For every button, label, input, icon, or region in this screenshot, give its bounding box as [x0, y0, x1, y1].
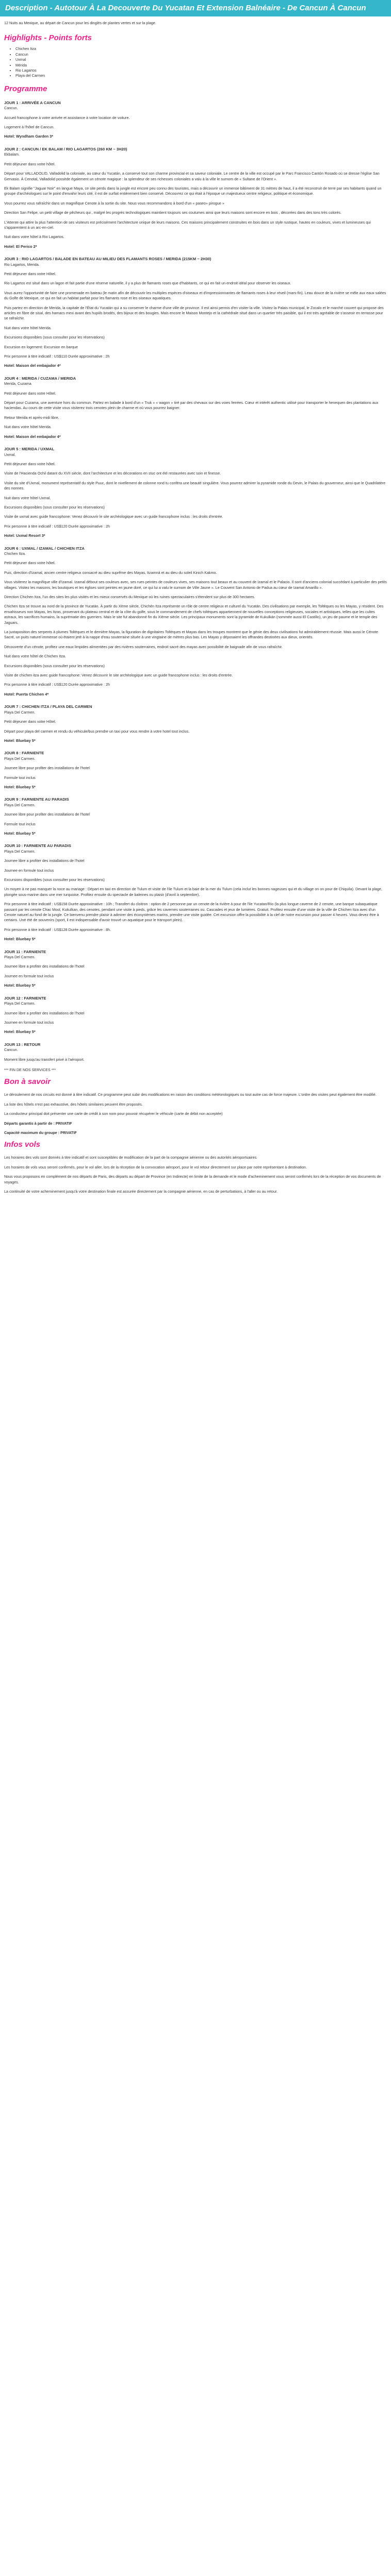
day-city: Chichen Itza.: [4, 551, 26, 556]
day-paragraph: Nuit dans votre hôtel Merida.: [4, 425, 52, 430]
day-block: [4, 147, 387, 249]
day-paragraph: Nuit dans votre hôtel Merida.: [4, 325, 52, 330]
day-paragraph: Vous pourrez vous rafraîchir dans un magnifique Cenote à la sortie du site. Nous vous recommandons à bord d'un « paseo» pirogue »: [4, 200, 224, 206]
programme-heading: Programme: [4, 84, 47, 93]
good-to-know-heading: Bon à savoir: [4, 1077, 51, 1087]
day-paragraph: Excursion en logement: Excursion en barque: [4, 344, 78, 349]
day-title: JOUR 5 : MERIDA / UXMAL: [4, 447, 55, 452]
day-paragraph: Journee libre a profiter des installations de l'hotel: [4, 964, 85, 969]
day-paragraph: Rio Lagartos est situé dans un lagon et fait partie d'une réserve naturelle, il y a plus de flamants roses que d'habitants, ce qui en fait un endroit idéal pour observer les oiseaux.: [4, 281, 291, 286]
capacity-info: Capacité maximum du groupe : PRIVATIF: [4, 1130, 77, 1135]
day-paragraph: Petit déjeuner dans votre hôtel.: [4, 561, 56, 566]
day-city: Uxmal.: [4, 452, 16, 457]
end-of-services: [4, 1067, 387, 1073]
good-to-know-paragraph: Le déroulement de nos circuits est donné à titre indicatif. Ce programme peut subir des modifications en raison des conditions météorologiques ou tout autre cas de force majeure. L'ordre des visites peut également être modifié.: [4, 1092, 377, 1097]
day-paragraph: Puis partez en direction de Merida, la capitale de l'État du Yucatán qui a su conserver le charme d'une ville de province. Il est ainsi permis d'en visiter la ville. Visitez la Palais municipal, le Zocalo et le marché couvert qui propose des articles en fibre de sisal, des hamacs mexi avant des hupiils brodés, des bijoux et des bougies. Mais encore le Maison Montejo et la cathédrale situé dans un quartier très paisible, qui il est très agréable de s'asseoir en terrasse pour se rafraîchir.: [4, 305, 384, 321]
day-block: [4, 797, 387, 836]
day-paragraph: Prix personne à titre indicatif : US$110 Durée approximative : 2h: [4, 354, 110, 359]
day-paragraph: Prix personne à titre indicatif : US$128 Durée approximative : 8h.: [4, 927, 111, 932]
day-block: [4, 704, 387, 743]
day-title: JOUR 12 : FARNIENTE: [4, 995, 46, 1001]
day-city: Playa Del Carmen.: [4, 955, 36, 960]
day-city: Playa Del Carmen.: [4, 802, 36, 807]
day-title: JOUR 7 : CHICHEN ITZA / PLAYA DEL CARMEN: [4, 704, 92, 709]
day-city: Cancun.: [4, 106, 18, 111]
day-paragraph: Prix personne à titre indicatif : US$158 Durée approximative : 10h ; Transfert du cloitron : option de 2 personne par un cenote de la rivière à pour de l'ile Yucatan/Rio (la plus longue caverne de 2 cenote, une barque subaquatique passant par les cenote Chac Mool, Kukulkan, des cenotes, pendant une visite à pieds, grâce les cavernes souterraines ou. Cascades et jeux de lumières. Gratuit. Profitez ensuite d'une visite de la ville de Chichen Itza avec d'un Cenote naturel au fond de la jungle. Ce bienvenu prendre plaisir à admirer des écosystèmes marins, prendre une visite guidée. Cet excursion offre la possibilité à la clef de notre excursion pour passer 4 heures. Vous devez être à certains. Uné été de souvenirs (sport, il est indispensable d'avoir trouvé un aquatique pour le transport plein).: [4, 902, 379, 923]
highlight-item: • Rio Lagartos: [15, 68, 389, 73]
day-paragraph: Nuit dans votre hôtel de Chichen Itza.: [4, 654, 66, 659]
day-paragraph: Retour Merida et après-midi libre.: [4, 415, 59, 420]
highlight-item: • Chichen Itza: [15, 46, 389, 52]
day-hotel: Hotel: Wyndham Garden 3*: [4, 134, 54, 139]
day-hotel: Hotel: Bluebay 5*: [4, 937, 36, 942]
day-paragraph: Journee en formule tout inclus: [4, 868, 54, 873]
day-hotel: Hotel: Bluebay 5*: [4, 784, 36, 789]
day-paragraph: Prix personne à titre indicatif : US$120 Durée approximative : 2h: [4, 523, 110, 529]
day-title: JOUR 4 : MERIDA / CUZAMA / MERIDA: [4, 376, 76, 381]
day-paragraph: Nuit dans votre hôtel à Rio Lagartos.: [4, 234, 64, 240]
day-title: JOUR 2 : CANCUN / EK BALAM / RIO LAGARTOS (260 KM ~ 3H20): [4, 146, 127, 151]
day-paragraph: Logement à l'hôtel de Cancun.: [4, 125, 55, 130]
day-paragraph: Puis, direction d'Izamal, ancien centre religieux consacré au dieu suprême des Mayas, Itzamná et au dieu du soleil Kinich Kakmo.: [4, 570, 217, 575]
day-block: [4, 751, 387, 790]
day-paragraph: Visite du site d'Uxmal, monument représentatif du style Puuc, dont le nivellement de colonne rond tu conféra une beauté singulière. Vous pourrez admirer la pyramide ronde du Devin, le Palais du gouverneur, ainsi que le Quadrilatère des nonnes.: [4, 480, 386, 491]
highlights-list: [2, 46, 389, 78]
day-paragraph: Excursions disponibles (sous consulter pour les réservations): [4, 335, 105, 340]
day-hotel: Hotel: Bluebay 5*: [4, 1029, 36, 1035]
day-city: Merida, Cuzama: [4, 381, 31, 386]
day-paragraph: Formule tout inclus: [4, 775, 36, 780]
day-city: Rio Lagartos, Merida.: [4, 262, 40, 267]
day-paragraph: Chichen Itza se trouve au nord de la province de Yucatán. À partir du Xème siècle, Chichén Itza représente un rôle de centre religieux et culturel du Yucatán. Des civilisations par exemple, les Toltèques ou les Mayas, y résident. Des envahisseurs non Mayas, les Itzas, provenant du plateau central et de la côte du golfe, sous le commandement de chefs toltèques appartiennent de nouvelles conceptions religieuses, sociales et artistiques, telles que les cultes astraux, les sacrifices humains, la suprématie des guerriers. Mais le site fut abandonné fin du XIème siècle. Les principaux monuments sont la pyramide de Kukulkán (nommée aussi El Castillo), un jeu de paume et le temple des Jaguars.: [4, 604, 384, 625]
day-paragraph: Petit déjeuner dans votre hôtel.: [4, 161, 56, 166]
good-to-know-paragraph: La conducteur principal doit présenter une carte de crédit à son nom pour pouvoir récupérer le véhicule (carte de débit non acceptée): [4, 1111, 223, 1116]
infos-vols-heading: Infos vols: [4, 1140, 41, 1149]
day-block: [4, 100, 387, 140]
programme-days: [4, 100, 387, 1062]
day-hotel: Hotel: Maison del embajador 4*: [4, 363, 61, 368]
day-paragraph: Direction Chichen Itza, l'un des sites les plus visités et les mieux conservés du Mexique où les ruines spectaculaires s'étendent sur plus de 300 hectares.: [4, 595, 255, 599]
day-paragraph: Journee libre pour profiter des installations de l'hotel: [4, 766, 90, 771]
day-paragraph: La juxtaposition des serpents à plumes Toltèques et le dernière Mayas, la figuration de dignitaires Toltèques et Mayas dans les troupes montrent que le génie des deux civilisations fut admirablement réussie. Mais aussi le Cénote Sacré, un puits naturel immense où étaient jeté à la nappe d'eau souterraine située à une vingtaine de mètres plus bas. Les Mayas y déposaient les offrandes destinées aux dieux, orientés.: [4, 630, 378, 640]
good-to-know-section: [4, 1092, 387, 1136]
day-paragraph: Petit déjeuner dans votre Hôtel.: [4, 719, 56, 724]
day-paragraph: L'Attente qui attire la plus l'attention de ses visiteurs est précisément l'architecture unique de leurs maisons. Ces maisons principalement construites en bois dans un style rustique, hautes en couleurs, vives et lumineuses qui s'apparentent à un arc-en-ciel.: [4, 219, 371, 230]
day-paragraph: Direction San Felipe, un petit village de pêcheurs qui , malgré les progrès technologiques maintient toujours ses coutumes ainsi que leurs maisons sont encore en bois , décorées dans des tons très colorés.: [4, 210, 342, 215]
day-city: Cancun.: [4, 1047, 18, 1053]
day-paragraph: Vous aurez l'opportunité de faire une promenade en bateau (le matin afin de découvrir les multiples espèces d'oiseaux et d'impressionnantes de flamants roses à leur réveil (mars-fin). Leau douce de la rivière se mêle aux eaux salées du Golfe de Mexique, ce qui en fait un habitat parfait pour les flamants rose et les oiseaux aquatiques.: [4, 290, 386, 301]
day-paragraph: Découverte d'un cénote, profitez une eaux limpides alimentées par des rivières souterraines, endroit sacré des mayas avec possibilité de baignade afin de vous rafraîchir.: [4, 644, 283, 649]
day-paragraph: Nuit dans votre hôtel Uxmal.: [4, 495, 51, 500]
day-title: JOUR 9 : FARNIENTE AU PARADIS: [4, 797, 69, 802]
day-title: JOUR 11 : FARNIENTE: [4, 949, 46, 954]
day-hotel: Hotel: Bluebay 5*: [4, 983, 36, 988]
highlight-item: • Playa del Carmen: [15, 73, 389, 78]
day-block: [4, 546, 387, 698]
day-hotel: Hotel: El Perico 2*: [4, 244, 37, 249]
day-paragraph: Petit déjeuner dans votre Hôtel.: [4, 271, 56, 276]
day-city: Playa Del Carmen.: [4, 1001, 36, 1006]
infos-vols-paragraph: Les horaires des vols sont donnés à titre indicatif et sont susceptibles de modification de la part de la compagnie aérienne ou des autorités aéroportuaires.: [4, 1155, 258, 1160]
day-block: [4, 950, 387, 989]
day-paragraph: Journee en formule tout inclus: [4, 973, 54, 978]
day-title: JOUR 13 : RETOUR: [4, 1042, 41, 1047]
day-block: [4, 996, 387, 1035]
highlight-item: • Cancun: [15, 52, 389, 57]
day-hotel: Hotel: Bluebay 5*: [4, 831, 36, 836]
day-block: [4, 1042, 387, 1062]
day-paragraph: Vous visiterez la magnifique ville d'Izamal. Izamal débout ses couleurs avec, ses rues peintes de couleurs vives, ses maisons tout beaux et au couvent de Izamal et le Palacio. Il sont d'anciens colonial succédant à particulier des petits villages. Visitez les maisons, les boutiques et les églises sont peintes en jaune doré, ce qui lui a valu le surnom de Ville Jaune ». Le Couvent San Antonio de Padua au cœur de Izamal Amarillo ».: [4, 580, 387, 590]
day-paragraph: Excursions disponibles (sous consulter pour les réservations): [4, 877, 105, 882]
day-block: [4, 376, 387, 439]
highlights-heading: Highlights - Points forts: [4, 33, 92, 43]
day-paragraph: Prix personne à titre indicatif : US$120 Durée approximative : 2h: [4, 682, 110, 687]
day-paragraph: Départ pour VALLADOLID. Valladolid la coloniale, au cœur du Yucatán, a conservé tout son charme provincial et sa saveur coloniale. Le centre de la ville est occupé par le Parc Francisco Cantón Rosado où se dresse l'église San Gervasio. À Cenotal, Valladolid possède également un cénote magique : la splendeur de ses richesses coloniales a valu à la ville le surnom de « Sultane de l'Orient ».: [4, 171, 380, 181]
day-paragraph: Petit déjeuner dans votre Hôtel.: [4, 391, 56, 396]
day-paragraph: Journee libre a profiter des installations de l'hotel: [4, 858, 85, 863]
day-paragraph: Visite de uxmal avec guide francophone: Venez découvrir le site archéologique avec un guide francophone inclus : les droits d'entrée.: [4, 514, 223, 519]
day-city: Playa Del Carmen.: [4, 756, 36, 761]
day-hotel: Hotel: Maison del embajador 4*: [4, 434, 61, 439]
end-note: *** FIN DE NOS SERVICES ***: [4, 1067, 56, 1072]
day-title: JOUR 6 : UXMAL / IZAMAL / CHICHEN ITZA: [4, 546, 85, 551]
day-hotel: Hotel: Puerta Chichen 4*: [4, 691, 49, 697]
day-paragraph: Accueil francophone à votre arrivée et assistance à votre location de voiture.: [4, 115, 130, 120]
highlight-item: • Mérida: [15, 63, 389, 68]
day-city: Ekbalam.: [4, 152, 20, 157]
day-title: JOUR 10 : FARNIENTE AU PARADIS: [4, 843, 71, 849]
day-title: JOUR 8 : FARNIENTE: [4, 751, 44, 756]
day-title: JOUR 3 : RIO LAGARTOS / BALADE EN BATEAU AU MILIEU DES FLAMANTS ROSES / MERIDA (215KM ~ 2H30): [4, 257, 211, 262]
day-paragraph: Journee en formule tout inclus: [4, 1020, 54, 1025]
day-city: Playa Del Carmen.: [4, 709, 36, 715]
day-paragraph: Départ pour Cuzama, une aventure hors du commun. Partez en balade à bord d'un « Truk » « wagon » tiré par des chevaux sur des voies ferrées. Cœur et intérêt authentic utilisé pour transporter le henequen des plantations aux haciendas. Au cours de cette visite vous visiterez trois cenotes plein de charme et où vous pourrez baigner.: [4, 400, 379, 411]
day-paragraph: Départ pour playa del carmen et rendu du véhicule/bus prendre un taxi pour vous rendre à votre hotel tout inclus.: [4, 728, 190, 734]
infos-vols-paragraph: La continuité de votre acheminement jusqu'à votre destination finale est assurée directement par la compagnie aérienne, en cas de perturbations, à l'aller ou au retour.: [4, 1189, 278, 1194]
infos-vols-section: [4, 1155, 387, 1194]
day-title: JOUR 1 : ARRIVÉE A CANCUN: [4, 100, 61, 105]
highlight-item: • Uxmal: [15, 57, 389, 62]
day-hotel: Hotel: Uxmal Resort 3*: [4, 533, 45, 538]
day-paragraph: Ek Balam signifie "Jaguar Noir" en langue Maya, ce site perdu dans la jungle est encore peu connu des touristes, mais a découvrir un immense bâtiment de 31 mètres de haut, il a été reconstruit de terre par ses habitants quand un groupe d'archéologues sur le point d'envahir leurs cité, il est de surfait entièrement bien conservé. Découvrez ce qui était à l'époque un majestueux centre religieux, politique et économique.: [4, 185, 382, 196]
page-title: Description - Autotour À La Decouverte Du Yucatan Et Extension Balnéaire - De Cancun À Cancun: [0, 0, 391, 16]
departure-info: Départs garantis à partir de : PRIVATIF: [4, 1121, 72, 1126]
day-paragraph: Journee libre a profiter des installations de l'hotel: [4, 1010, 85, 1015]
day-city: Playa Del Carmen.: [4, 849, 36, 854]
infos-vols-paragraph: Nous vous proposons en complément de nos départs de Paris, des départs au départ de Province (en Indirecte) en limite de la demande et le mode d'acheminement vous seront confirmés lors de la réception de vos documents de voyages.: [4, 1174, 381, 1184]
page: [0, 0, 391, 1209]
day-hotel: Hotel: Bluebay 5*: [4, 738, 36, 743]
day-block: [4, 447, 387, 538]
day-block: [4, 257, 387, 369]
day-paragraph: Visite de chichen itza avec guide francophone: Venez découvrir le site archéologique avec un guide francophone inclus : les droits d'entrée.: [4, 673, 233, 678]
day-paragraph: Excursions disponibles (sous consulter pour les réservations): [4, 663, 105, 668]
day-paragraph: Visite de l'Hacienda Ochil datant du XVII siècle, dont l'architecture et les décorations en stuc ont été restaurées avec soin et finesse.: [4, 471, 221, 476]
day-paragraph: Journee libre pour profiter des installations de l'hotel: [4, 812, 90, 817]
infos-vols-paragraph: Les horaires de vols vous seront confirmés, pour le vol aller, lors de la réception de la convocation aéroport, pour le vol retour directement sur place par notre représentant à destination.: [4, 1164, 307, 1170]
day-paragraph: Excursions disponibles (sous consulter pour les réservations): [4, 504, 105, 510]
day-paragraph: Petit déjeuner dans votre hôtel.: [4, 461, 56, 466]
good-to-know-paragraph: La liste des hôtels n'est pas exhaustive, des hôtels similaires peuvent être proposés.: [4, 1101, 143, 1107]
day-block: [4, 843, 387, 942]
intro-text: 12 Nuits au Mexique, au départ de Cancun pour les dinglés de plantes vertes et sur la plage.: [4, 21, 156, 25]
day-paragraph: Moment libre jusqu'au transfert privé à l'aéroport.: [4, 1057, 85, 1062]
day-paragraph: Un moyen à ne pas manquer la noce au mariage : Départ en taxi en direction de Tulum et visite de l'ile Tulum et la baie de la mer du Tulum (cela inclut les bonnes nageuses qui et du village on on pour de Chiquila). Devant la plage, plongée sous-marine dans une mer turquoise. Profitez ensuite du spectacle de baleines ou plaisir (d'avril à septembre).: [4, 887, 382, 897]
day-paragraph: Formule tout inclus: [4, 821, 36, 826]
